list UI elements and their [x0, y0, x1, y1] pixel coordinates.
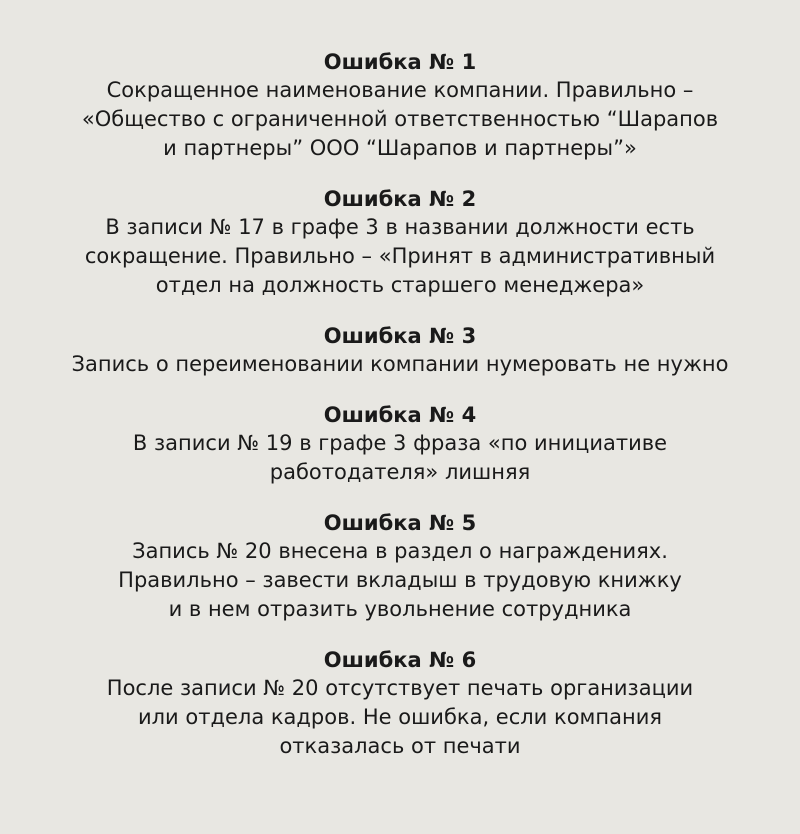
- error-description: [0, 429, 800, 487]
- error-line: «Общество с ограниченной ответственностью “Шарапов: [81, 107, 719, 131]
- error-block-1: [0, 48, 800, 163]
- error-line: сокращение. Правильно – «Принят в административный: [84, 244, 716, 268]
- error-description: [0, 213, 800, 300]
- error-title: Ошибка № 6: [323, 648, 477, 672]
- error-line: работодателя» лишняя: [269, 460, 531, 484]
- error-title: Ошибка № 4: [323, 403, 477, 427]
- error-line: отказалась от печати: [279, 734, 521, 758]
- error-title: Ошибка № 3: [323, 324, 477, 348]
- error-line: Сокращенное наименование компании. Правильно –: [106, 78, 694, 102]
- error-line: В записи № 17 в графе 3 в названии должности есть: [105, 215, 695, 239]
- error-line: и в нем отразить увольнение сотрудника: [168, 597, 632, 621]
- error-title: Ошибка № 2: [323, 187, 477, 211]
- error-description: [0, 350, 800, 379]
- error-line: В записи № 19 в графе 3 фраза «по инициативе: [132, 431, 668, 455]
- error-line: После записи № 20 отсутствует печать организации: [106, 676, 694, 700]
- error-line: Запись о переименовании компании нумеровать не нужно: [71, 352, 729, 376]
- error-description: [0, 537, 800, 624]
- error-description: [0, 76, 800, 163]
- error-block-2: [0, 185, 800, 300]
- error-block-4: [0, 401, 800, 487]
- error-line: Правильно – завести вкладыш в трудовую книжку: [118, 568, 682, 592]
- error-line: Запись № 20 внесена в раздел о награждениях.: [132, 539, 668, 563]
- error-line: и партнеры” ООО “Шарапов и партнеры”»: [163, 136, 637, 160]
- error-title: Ошибка № 5: [323, 511, 477, 535]
- error-block-6: [0, 646, 800, 761]
- error-block-5: [0, 509, 800, 624]
- error-title: Ошибка № 1: [323, 50, 477, 74]
- error-block-3: [0, 322, 800, 379]
- error-description: [0, 674, 800, 761]
- error-line: или отдела кадров. Не ошибка, если компания: [137, 705, 662, 729]
- error-line: отдел на должность старшего менеджера»: [155, 273, 645, 297]
